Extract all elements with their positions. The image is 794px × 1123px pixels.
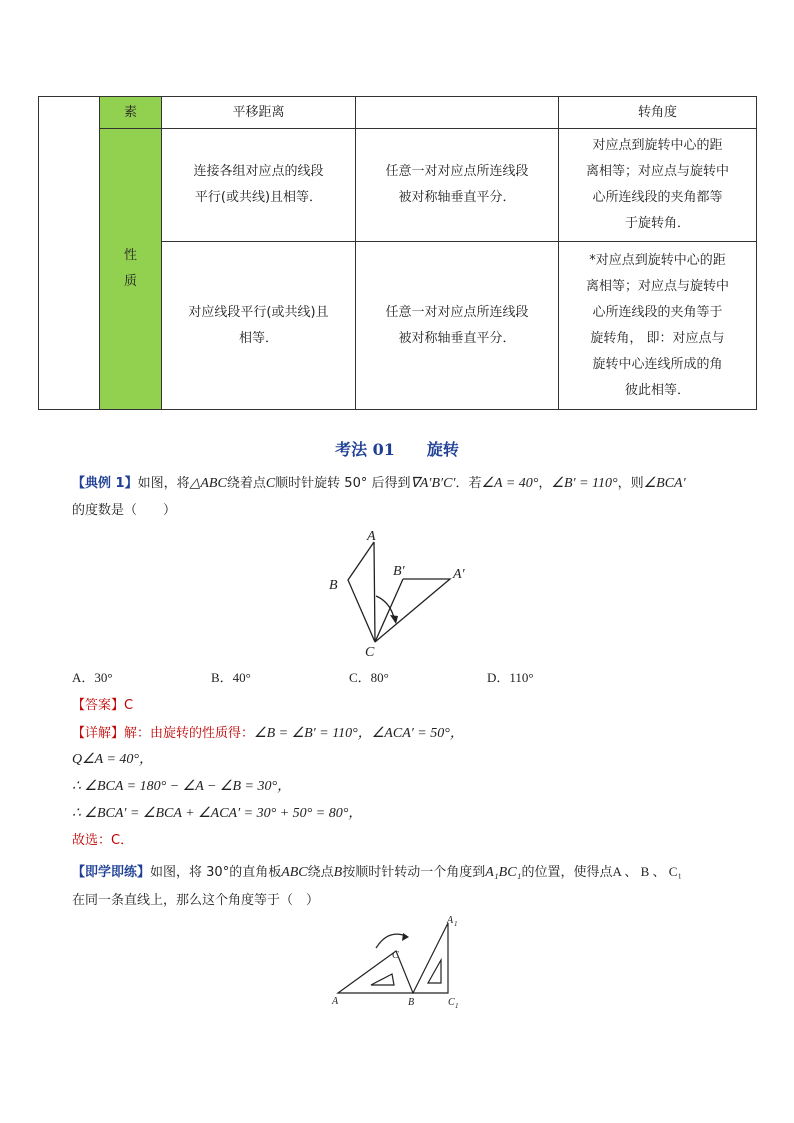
triangle-apbpcp [375, 579, 450, 642]
label-b: B [329, 578, 338, 593]
solution-line-4: ∴ ∠BCA′ = ∠BCA + ∠ACA′ = 30° + 50° = 80°， [72, 806, 363, 821]
table-cell: 对应点到旋转中心的距 离相等；对应点与旋转中 心所连线段的夹角都等 于旋转角． [559, 129, 757, 242]
solution-conclusion: 故选：C． [72, 833, 134, 848]
label-c1-subscript: 1 [455, 1002, 459, 1010]
label-a: A [367, 529, 376, 544]
answer-value: C [124, 698, 134, 713]
set-square-abc-hole [371, 974, 394, 985]
table-cell: 任意一对对应点所连线段 被对称轴垂直平分． [356, 242, 559, 410]
solution-tag: 【详解】 [72, 726, 125, 741]
solution-line-1: 【详解】解：由旋转的性质得：∠B = ∠B′ = 110°，∠ACA′ = 50°， [72, 726, 464, 741]
set-square-figure [326, 913, 476, 1013]
table-cell: 对应线段平行(或共线)且 相等． [162, 242, 356, 410]
table-header-translation: 平移距离 [162, 97, 356, 129]
table-header-label: 素 [100, 97, 162, 129]
practice-question-line2: 在同一条直线上，那么这个角度等于（ ） [72, 893, 320, 908]
label-c1: C [448, 997, 455, 1008]
table-cell: *对应点到旋转中心的距 离相等；对应点与旋转中 心所连线段的夹角等于 旋转角， 即：对应点与 旋转中心连线所成的角 彼此相等． [559, 242, 757, 410]
section-title: 考法 01 旋转 [335, 440, 459, 459]
example-tag: 【典例 1】 [72, 476, 138, 491]
label-a1: A [447, 915, 454, 926]
label-a-prime: A′ [453, 567, 465, 582]
choice-d: D．110° [487, 670, 534, 685]
table-cell: 连接各组对应点的线段 平行(或共线)且相等． [162, 129, 356, 242]
solution-line-2: Q∠A = 40°， [72, 752, 154, 767]
properties-table [38, 96, 757, 410]
answer-tag: 【答案】 [72, 698, 125, 713]
label-c: C [392, 950, 399, 961]
example-question-line2: 的度数是（ ） [72, 503, 177, 518]
label-b-prime: B′ [393, 564, 405, 579]
practice-tag: 【即学即练】 [72, 865, 151, 880]
label-c: C [365, 645, 375, 660]
rotation-arc-2 [376, 934, 406, 948]
solution-line-3: ∴ ∠BCA = 180° − ∠A − ∠B = 30°， [72, 779, 292, 794]
table-header-reflection [356, 97, 559, 129]
triangle-abc [348, 542, 375, 642]
table-blank-column [39, 97, 100, 410]
practice-question: 【即学即练】如图，将 30°的直角板ABC绕点B按顺时针转动一个角度到A₁BC₁的位置，使得点A 、 B 、 C₁ [72, 864, 682, 880]
example-question: 【典例 1】如图，将△ABC绕着点C顺时针旋转 50° 后得到∇A′B′C′．若∠A = 40°，∠B′ = 110°，则∠BCA′ [72, 476, 686, 491]
table-header-rotation: 转角度 [559, 97, 757, 129]
rotation-arrowhead [390, 615, 398, 624]
set-square-abc [338, 951, 413, 993]
label-a: A [332, 996, 339, 1007]
table-cell: 任意一对对应点所连线段 被对称轴垂直平分． [356, 129, 559, 242]
answer-line [72, 694, 133, 713]
table-row-label: 性 质 [100, 129, 162, 410]
choice-a: A．30° [72, 670, 113, 685]
set-square-a1bc1-hole [428, 960, 441, 983]
label-b: B [408, 997, 415, 1008]
choice-c: C．80° [349, 670, 389, 685]
rotation-figure [320, 522, 480, 662]
rotation-arrowhead-2 [402, 933, 409, 941]
choice-b: B．40° [211, 670, 251, 685]
label-a1-subscript: 1 [454, 920, 458, 928]
rotation-arc [376, 596, 394, 618]
